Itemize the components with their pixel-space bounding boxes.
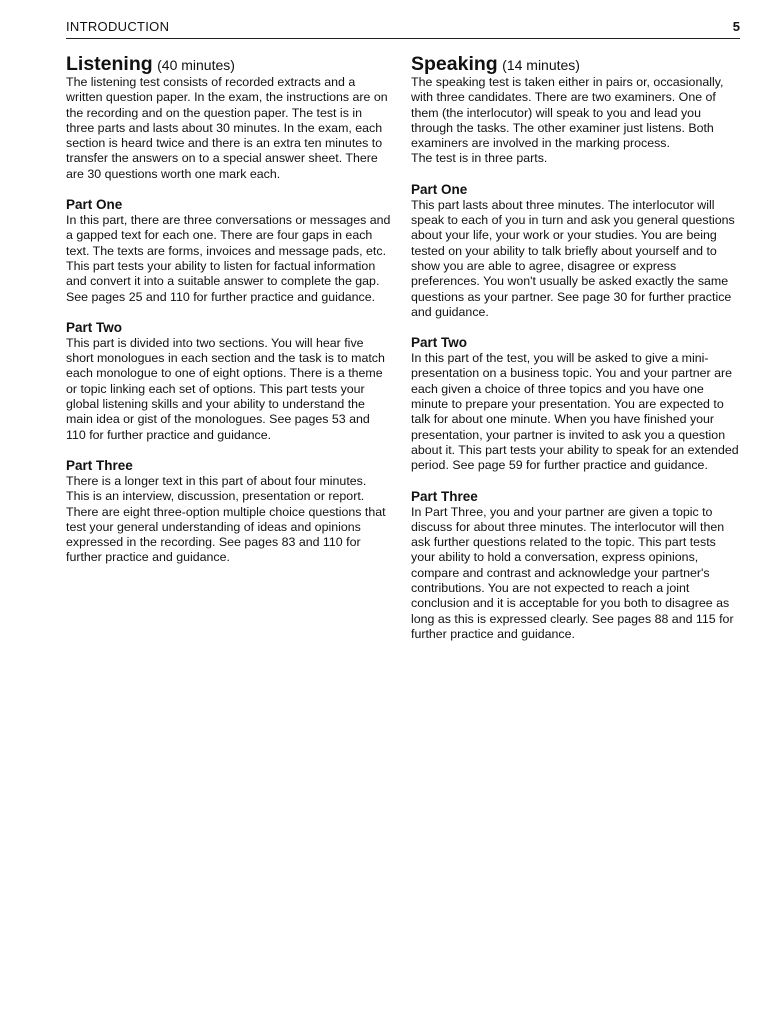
listening-part-three	[66, 458, 392, 566]
speaking-part-one	[411, 182, 741, 320]
section-title: INTRODUCTION	[66, 19, 170, 34]
page-number: 5	[732, 19, 740, 34]
listening-heading	[66, 52, 392, 76]
listening-column	[66, 52, 392, 566]
speaking-part-two	[411, 335, 741, 473]
running-header	[66, 18, 740, 39]
speaking-duration: (14 minutes)	[502, 57, 580, 73]
part-text: In this part, there are three conversations or messages and a gapped text for each one. There are four gaps in each text. The texts are forms, invoices and message pads, etc. This part tests your ability to listen for factual information and convert it into a suitable answer to complete the gap. See pages 25 and 110 for further practice and guidance.	[66, 213, 391, 304]
part-heading: Part Two	[411, 335, 468, 351]
part-heading: Part Three	[411, 488, 478, 504]
listening-part-one	[66, 197, 392, 305]
listening-intro: The listening test consists of recorded extracts and a written question paper. In the exam, the instructions are on the recording and on the question paper. The test is in three parts and lasts about 30 minutes. In the exam, each section is heard twice and there is an extra ten minutes to transfer the answers on to a special answer sheet. There are 30 questions worth one mark each.	[66, 75, 388, 181]
speaking-title: Speaking	[411, 53, 498, 75]
part-text: In Part Three, you and your partner are given a topic to discuss for about three minutes. The interlocutor will then ask further questions related to the topic. This part tests your ability to hold a conversation, express opinions, compare and contrast and acknowledge your partner's contributions. You are not expected to reach a joint conclusion and it is acceptable for you both to disagree as long as this is expressed clearly. See pages 88 and 115 for further practice and guidance.	[411, 504, 734, 641]
part-text: There is a longer text in this part of about four minutes. This is an interview, discussion, presentation or report. There are eight three-option multiple choice questions that test your general understanding of ideas and opinions expressed in the recording. See pages 83 and 110 for further practice and guidance.	[66, 473, 386, 565]
part-heading: Part Two	[66, 319, 123, 335]
speaking-intro: The speaking test is taken either in pairs or, occasionally, with three candidates. There are two examiners. One of them (the interlocutor) will speak to you and lead you through the tasks. The other examiner just listens. Both examiners are involved in the marking process.	[411, 75, 724, 151]
speaking-column	[411, 52, 741, 642]
part-text: In this part of the test, you will be asked to give a mini-presentation on a business topic. You and your partner are each given a choice of three topics and you have one minute to prepare your presentation. You are expected to talk for about one minute. When you have finished your presentation, your partner is invited to ask you a question about it. This part tests your ability to speak for an extended period. See page 59 for further practice and guidance.	[411, 351, 739, 473]
speaking-intro-2: The test is in three parts.	[411, 151, 548, 166]
listening-part-two	[66, 320, 392, 443]
listening-duration: (40 minutes)	[157, 57, 235, 73]
part-text: This part is divided into two sections. You will hear five short monologues in each section and the task is to match each monologue to one of eight options. There is a theme or topic linking each set of options. This part tests your global listening skills and your ability to understand the main idea or gist of the monologues. See pages 53 and 110 for further practice and guidance.	[66, 335, 385, 442]
part-heading: Part One	[66, 197, 123, 213]
part-text: This part lasts about three minutes. The interlocutor will speak to each of you in turn and ask you general questions about your life, your work or your studies. You are being tested on your ability to talk briefly about yourself and to show you are able to agree, disagree or express preferences. You won't usually be asked exactly the same questions as your partner. See page 30 for further practice and guidance.	[411, 197, 735, 319]
speaking-heading	[411, 52, 741, 76]
speaking-part-three	[411, 489, 741, 643]
listening-title: Listening	[66, 53, 153, 75]
part-heading: Part Three	[66, 457, 133, 473]
part-heading: Part One	[411, 181, 468, 197]
